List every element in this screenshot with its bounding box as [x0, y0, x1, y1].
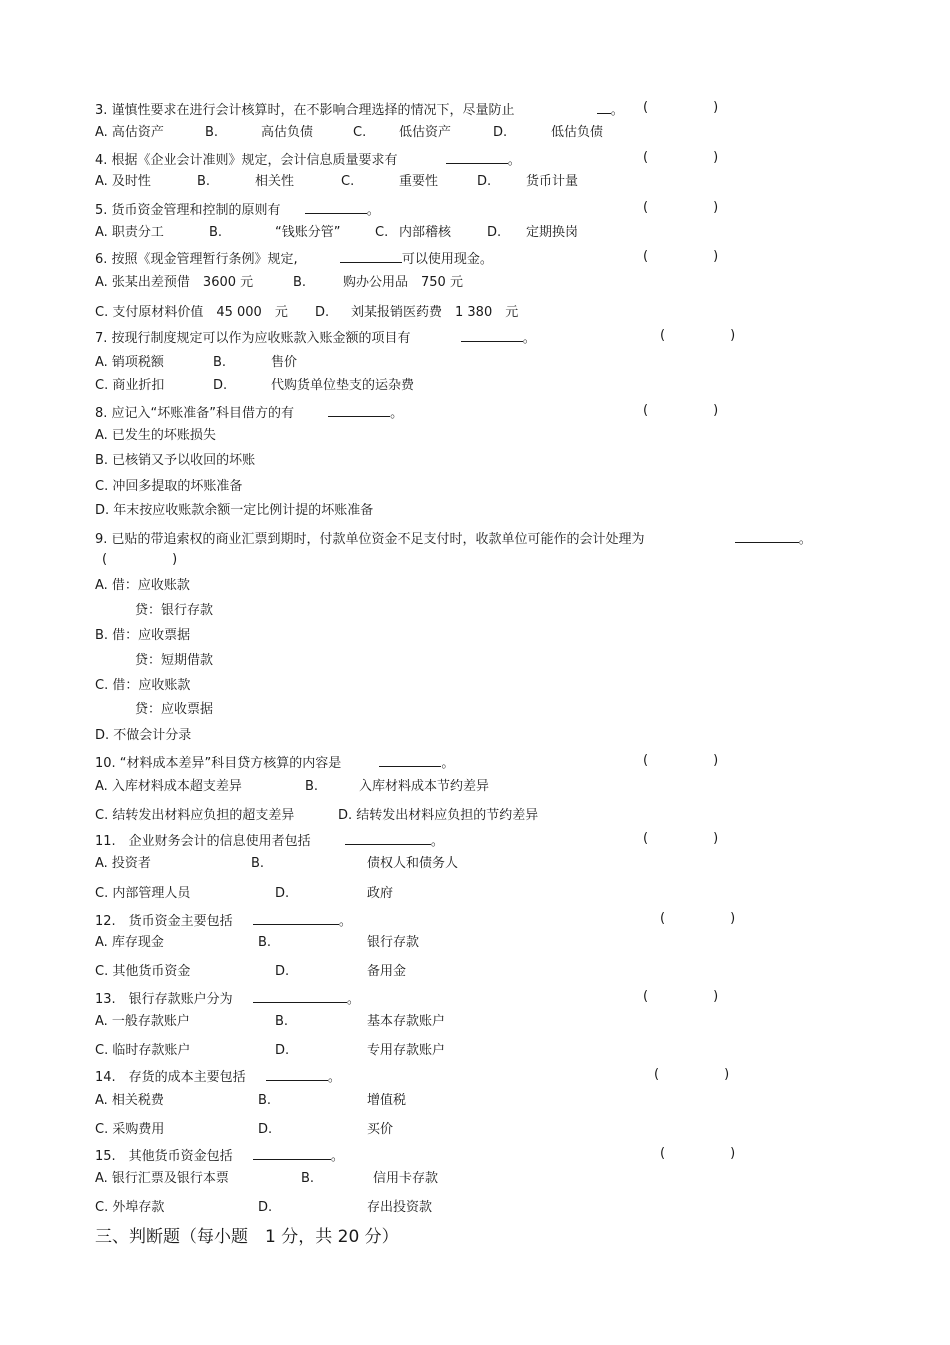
answer-blank [253, 1146, 331, 1160]
answer-blank [379, 753, 441, 767]
answer-blank [597, 100, 611, 114]
question-9-option-b: B. 借：应收票据 [95, 628, 191, 643]
question-9-option-d: D. 不做会计分录 [95, 728, 192, 743]
answer-paren: ( ) [643, 200, 719, 215]
answer-paren: ( ) [102, 552, 178, 567]
question-14-stem: 14. 存货的成本主要包括 。 [95, 1067, 341, 1086]
answer-paren: ( ) [660, 1146, 736, 1161]
question-7-stem: 7. 按现行制度规定可以作为应收账款入账金额的项目有 。 [95, 328, 536, 347]
question-9-stem: 9. 已贴的带追索权的商业汇票到期时，付款单位资金不足支付时，收款单位可能作的会计处理为 。 [95, 529, 812, 548]
question-13-stem: 13. 银行存款账户分为 。 [95, 989, 360, 1008]
question-11-stem: 11. 企业财务会计的信息使用者包括 。 [95, 831, 444, 850]
answer-paren: ( ) [660, 328, 736, 343]
question-3-stem: 3. 谨慎性要求在进行会计核算时，在不影响合理选择的情况下，尽量防止 。 [95, 100, 624, 119]
answer-paren: ( ) [643, 831, 719, 846]
answer-paren: ( ) [643, 989, 719, 1004]
answer-paren: ( ) [643, 403, 719, 418]
question-8-stem: 8. 应记入“坏账准备”科目借方的有 。 [95, 403, 403, 422]
question-9-option-a-credit: 贷：银行存款 [135, 603, 214, 618]
answer-blank [461, 328, 523, 342]
answer-blank [328, 403, 390, 417]
answer-blank [253, 911, 339, 925]
question-15-stem: 15. 其他货币资金包括 。 [95, 1146, 344, 1165]
question-9-option-a: A. 借：应收账款 [95, 578, 190, 593]
answer-paren: ( ) [643, 150, 719, 165]
section-heading-true-false: 三、判断题（每小题 1 分，共 20 分） [95, 1227, 399, 1247]
answer-blank [446, 150, 508, 164]
answer-blank [345, 831, 431, 845]
question-9-option-c: C. 借：应收账款 [95, 678, 191, 693]
answer-blank [305, 200, 367, 214]
question-4-stem: 4. 根据《企业会计准则》规定，会计信息质量要求有 。 [95, 150, 521, 169]
answer-blank [735, 529, 799, 543]
question-6-stem: 6. 按照《现金管理暂行条例》规定, 可以使用现金。 [95, 249, 493, 268]
answer-blank [340, 249, 402, 263]
answer-paren: ( ) [643, 100, 719, 115]
answer-paren: ( ) [643, 753, 719, 768]
answer-blank [253, 989, 347, 1003]
question-8-option-c: C. 冲回多提取的坏账准备 [95, 479, 243, 494]
question-9-option-b-credit: 贷：短期借款 [135, 653, 214, 668]
question-12-stem: 12. 货币资金主要包括 。 [95, 911, 352, 930]
exam-page: 3. 谨慎性要求在进行会计核算时，在不影响合理选择的情况下，尽量防止 。 ( ) A. 高估资产 B. 高估负债 C. 低估资产 D. 低估负债 4. 根据《企业会计准则》规定，会计信息质量要求有 。 ( ) A. 及时性 B. 相关性 C. 重要性 D. 货币计量 5. 货币资金管理和控制的原则有 。 ( ) A. 职责分工 B. “钱账分管” C. 内部稽核 D. 定期换岗 6. 按照《现金管理暂行条例》规定, 可以使用现金。 ( ) A. 张某出差预借 3600 元 B. 购办公用品 750 元 C. 支付原材料价值 45 000 元 D. 刘某报销医药费 1 380 元 7. 按现行制度规定可以作为应收账款入账金额的项目有 。 ( ) A. 销项税额 B. 售价 C. 商业折扣 D. 代购货单位垫支的运杂费 8. 应记入“坏账准备”科目借方的有 。 ( ) A. 已发生的坏账损失 B. 已核销又予以收回的坏账 C. 冲回多提取的坏账准备 D. 年末按应收账款余额一定比例计提的坏账准备 9. 已贴的带追索权的商业汇票到期时，付款单位资金不足支付时，收款单位可能作的会计处理为 。 ( ) A. 借：应收账款 贷：银行存款 B. 借：应收票据 贷：短期借款 C. 借：应收账款 贷：应收票据 D. 不做会计分录 10. “材料成本差异”科目贷方核算的内容是 。 ( ) A. 入库材料成本超支差异 B. 入库材料成本节约差异 C. 结转发出材料应负担的超支差异 D. 结转发出材料应负担的节约差异 11. 企业财务会计的信息使用者包括 。 ( ) A. 投资者 B. 债权人和债务人 C. 内部管理人员 D. 政府 12. 货币资金主要包括 。 ( ) A. 库存现金 B. 银行存款 C. 其他货币资金 D. 备用金 13. 银行存款账户分为 。 ( ) A. 一般存款账户 B. 基本存款账户 C. 临时存款账户 D. 专用存款账户 14. 存货的成本主要包括 。 ( ) A. 相关税费 B. 增值税 C. 采购费用 D. 买价 15. 其他货币资金包括 。 ( ) A. 银行汇票及银行本票 B. 信用卡存款 C. 外埠存款 D. 存出投资款 三、判断题（每小题 1 分，共 20 分） [95, 100, 812, 1247]
answer-paren: ( ) [660, 911, 736, 926]
question-5-stem: 5. 货币资金管理和控制的原则有 。 [95, 200, 380, 219]
question-8-option-d: D. 年末按应收账款余额一定比例计提的坏账准备 [95, 503, 374, 518]
answer-paren: ( ) [643, 249, 719, 264]
question-10-stem: 10. “材料成本差异”科目贷方核算的内容是 。 [95, 753, 454, 772]
question-8-option-a: A. 已发生的坏账损失 [95, 428, 216, 443]
question-9-option-c-credit: 贷：应收票据 [135, 702, 214, 717]
answer-paren: ( ) [654, 1067, 730, 1082]
answer-blank [266, 1067, 328, 1081]
question-8-option-b: B. 已核销又予以收回的坏账 [95, 453, 256, 468]
